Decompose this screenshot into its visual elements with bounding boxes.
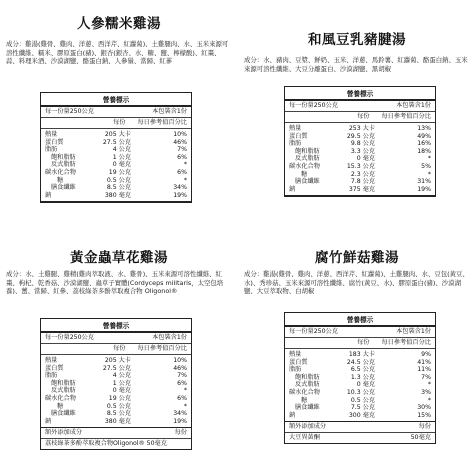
nutrient-daily-percent: 6% bbox=[177, 153, 187, 161]
nutrient-name: 膳食纖維 bbox=[295, 178, 320, 186]
nutrient-amount: 27.5 公克 bbox=[102, 364, 131, 372]
nutrient-name: 反式脂肪 bbox=[295, 381, 320, 389]
nutrient-amount: 7.5 公克 bbox=[350, 404, 375, 412]
product-panel-tofu-skin-mushroom-soup bbox=[244, 246, 470, 296]
product-panel-ginseng-chicken-soup bbox=[6, 6, 232, 66]
nutrient-name: 鈉 bbox=[45, 191, 52, 199]
nutrient-list bbox=[285, 349, 435, 422]
serving-row bbox=[285, 101, 435, 112]
nutrient-daily-percent: 31% bbox=[417, 178, 431, 186]
nutrient-name: 膳食纖維 bbox=[295, 404, 320, 412]
nutrient-list bbox=[285, 123, 435, 196]
extra-ingredient-header bbox=[285, 422, 435, 432]
daily-value-header: 每日參考值百分比 bbox=[381, 113, 431, 120]
nutrient-daily-percent: * bbox=[427, 155, 431, 163]
nutrient-amount: 2.3 公克 bbox=[350, 170, 375, 178]
nutrient-daily-percent: 7% bbox=[177, 372, 187, 380]
nutrient-daily-percent: 6% bbox=[177, 168, 187, 176]
product-title: 腐竹鮮菇雞湯 bbox=[315, 250, 399, 266]
nutrient-name: 飽和脂肪 bbox=[295, 373, 320, 381]
nutrient-name: 飽和脂肪 bbox=[51, 379, 76, 387]
nutrient-name: 碳水化合物 bbox=[45, 394, 76, 402]
extra-ingredient-amount: 50毫克 bbox=[410, 434, 431, 442]
nutrient-row bbox=[285, 186, 435, 194]
nutrient-daily-percent: 10% bbox=[173, 357, 187, 364]
nutrient-name: 脂肪 bbox=[45, 146, 58, 154]
nutrient-amount: 3.3 公克 bbox=[350, 147, 375, 155]
nutrient-name: 鈉 bbox=[289, 185, 296, 193]
nutrient-daily-percent: 6% bbox=[177, 379, 187, 387]
servings-per-package: 本包裝含1份 bbox=[152, 334, 187, 341]
extra-ingredient-header bbox=[41, 428, 191, 438]
nutrient-daily-percent: * bbox=[183, 402, 187, 410]
nutrient-amount: 19 公克 bbox=[108, 394, 131, 402]
serving-size: 每一份量250公克 bbox=[45, 334, 94, 341]
nutrient-name: 熱量 bbox=[289, 125, 302, 132]
nutrient-amount: 7.8 公克 bbox=[350, 178, 375, 186]
nutrient-daily-percent: * bbox=[183, 176, 187, 184]
nutrient-daily-percent: 16% bbox=[417, 140, 431, 148]
nutrient-name: 鈉 bbox=[45, 417, 52, 425]
nutrient-amount: 0 毫克 bbox=[356, 381, 375, 389]
serving-size: 每一份量250公克 bbox=[289, 102, 338, 109]
nutrient-row bbox=[285, 389, 435, 397]
nutrition-heading: 營養標示 bbox=[41, 319, 191, 333]
nutrient-name: 蛋白質 bbox=[289, 358, 308, 366]
serving-row bbox=[41, 107, 191, 118]
nutrient-amount: 205 大卡 bbox=[104, 357, 131, 364]
column-header bbox=[41, 118, 191, 129]
nutrient-amount: 300 毫克 bbox=[348, 411, 375, 419]
nutrient-name: 熱量 bbox=[45, 357, 58, 364]
nutrient-row bbox=[285, 155, 435, 163]
ingredients-text: 成分：水、土雞腿、雞精(雞肉萃取液、水、雞骨)、玉米來源可溶性纖維、紅棗、枸杞、乾香菇、沙漠湖鹽、蟲草子實體(Cordyceps militaris，太空包培養)、薑、當歸、紅參、荔枝綠茶多酚萃取複合物 Oligonol® bbox=[6, 270, 224, 296]
nutrient-amount: 19 公克 bbox=[108, 168, 131, 176]
daily-value-header: 每日參考值百分比 bbox=[137, 119, 187, 126]
ingredients-text: 成分：雞湯(雞骨、雞肉、洋蔥、西洋芹、紅蘿蔔)、土雞腿肉、水、玉米來源可溶性纖維、糯米、膠原蛋白(豬)、銀杏(銀杏、水、糖、鹽、檸檬酸)、紅棗、蒜、料理米酒、沙漠湖鹽、酪蛋白鈉、人參鬚、當歸、紅蔘 bbox=[6, 40, 229, 66]
per-serving-header: 每份 bbox=[357, 339, 370, 346]
nutrient-name: 脂肪 bbox=[289, 366, 302, 374]
servings-per-package: 本包裝含1份 bbox=[396, 102, 431, 109]
column-header bbox=[285, 338, 435, 349]
nutrient-amount: 9.8 公克 bbox=[350, 140, 375, 148]
nutrient-name: 蛋白質 bbox=[45, 364, 64, 372]
nutrient-name: 碳水化合物 bbox=[45, 168, 76, 176]
nutrient-amount: 0 毫克 bbox=[356, 155, 375, 163]
daily-value-header: 每日參考值百分比 bbox=[137, 345, 187, 352]
nutrient-amount: 1 公克 bbox=[112, 153, 131, 161]
nutrient-daily-percent: 34% bbox=[173, 184, 187, 192]
nutrient-amount: 253 大卡 bbox=[348, 125, 375, 132]
nutrient-daily-percent: 9% bbox=[421, 351, 431, 358]
nutrient-daily-percent: * bbox=[427, 170, 431, 178]
nutrient-amount: 380 毫克 bbox=[104, 191, 131, 199]
nutrient-amount: 24.5 公克 bbox=[346, 358, 375, 366]
nutrient-daily-percent: 46% bbox=[173, 364, 187, 372]
nutrient-row bbox=[41, 410, 191, 418]
nutrient-amount: 15.3 公克 bbox=[346, 162, 375, 170]
nutrient-daily-percent: 11% bbox=[417, 366, 431, 374]
nutrient-name: 反式脂肪 bbox=[51, 161, 76, 169]
nutrient-daily-percent: 18% bbox=[417, 147, 431, 155]
nutrient-name: 碳水化合物 bbox=[289, 388, 320, 396]
column-header bbox=[41, 344, 191, 355]
nutrient-name: 碳水化合物 bbox=[289, 162, 320, 170]
nutrient-row bbox=[41, 184, 191, 192]
nutrient-daily-percent: 19% bbox=[173, 417, 187, 425]
nutrient-row bbox=[41, 357, 191, 365]
nutrient-amount: 6.5 公克 bbox=[350, 366, 375, 374]
serving-size: 每一份量250公克 bbox=[289, 328, 338, 335]
nutrient-row bbox=[41, 372, 191, 380]
nutrient-daily-percent: 5% bbox=[421, 162, 431, 170]
nutrient-amount: 0.5 公克 bbox=[106, 402, 131, 410]
nutrient-daily-percent: 49% bbox=[417, 132, 431, 140]
nutrition-facts-table bbox=[40, 318, 192, 450]
product-panel-cordyceps-chicken-soup bbox=[6, 246, 232, 296]
nutrient-daily-percent: 10% bbox=[173, 131, 187, 138]
servings-per-package: 本包裝含1份 bbox=[396, 328, 431, 335]
nutrient-amount: 380 毫克 bbox=[104, 417, 131, 425]
nutrient-row bbox=[285, 163, 435, 171]
nutrient-daily-percent: * bbox=[183, 161, 187, 169]
nutrient-amount: 1.3 公克 bbox=[350, 373, 375, 381]
nutrient-amount: 0 毫克 bbox=[112, 161, 131, 169]
nutrient-name: 糖 bbox=[57, 176, 64, 184]
nutrient-amount: 4 公克 bbox=[112, 372, 131, 380]
nutrition-facts-table bbox=[284, 312, 436, 444]
nutrient-row bbox=[285, 140, 435, 148]
nutrient-daily-percent: 46% bbox=[173, 138, 187, 146]
nutrient-daily-percent: 19% bbox=[417, 185, 431, 193]
nutrient-daily-percent: * bbox=[183, 387, 187, 395]
nutrient-amount: 0.5 公克 bbox=[350, 396, 375, 404]
nutrient-daily-percent: 41% bbox=[417, 358, 431, 366]
nutrient-name: 飽和脂肪 bbox=[295, 147, 320, 155]
nutrient-amount: 205 大卡 bbox=[104, 131, 131, 138]
nutrition-heading: 營養標示 bbox=[285, 87, 435, 101]
nutrient-daily-percent: 15% bbox=[417, 411, 431, 419]
extra-label: 額外添加成分 bbox=[289, 423, 327, 431]
serving-row bbox=[285, 327, 435, 338]
extra-label: 額外添加成分 bbox=[45, 429, 83, 437]
nutrient-list bbox=[41, 355, 191, 428]
nutrient-name: 反式脂肪 bbox=[295, 155, 320, 163]
nutrient-row bbox=[41, 161, 191, 169]
nutrient-amount: 10.3 公克 bbox=[346, 388, 375, 396]
nutrient-list bbox=[41, 129, 191, 202]
nutrient-row bbox=[285, 366, 435, 374]
extra-ingredient-row bbox=[41, 438, 191, 449]
nutrient-row bbox=[41, 169, 191, 177]
nutrient-row bbox=[41, 395, 191, 403]
extra-per-serving: 每份 bbox=[418, 423, 431, 431]
nutrition-facts-table bbox=[40, 92, 192, 203]
nutrient-name: 熱量 bbox=[45, 131, 58, 138]
product-panel-soy-milk-pork-soup bbox=[244, 6, 470, 73]
extra-ingredient-name: 大豆異黃酮 bbox=[289, 434, 320, 442]
nutrient-daily-percent: 30% bbox=[417, 404, 431, 412]
nutrient-amount: 8.5 公克 bbox=[106, 184, 131, 192]
nutrient-daily-percent: 7% bbox=[421, 373, 431, 381]
nutrient-name: 膳食纖維 bbox=[51, 184, 76, 192]
nutrition-heading: 營養標示 bbox=[41, 93, 191, 107]
per-serving-header: 每份 bbox=[113, 119, 126, 126]
nutrient-daily-percent: 3% bbox=[421, 388, 431, 396]
nutrient-amount: 29.5 公克 bbox=[346, 132, 375, 140]
product-title: 黃金蟲草花雞湯 bbox=[70, 250, 168, 266]
nutrient-row bbox=[41, 131, 191, 139]
extra-ingredient-row bbox=[285, 432, 435, 443]
nutrient-daily-percent: 13% bbox=[417, 125, 431, 132]
nutrient-daily-percent: * bbox=[427, 396, 431, 404]
extra-per-serving: 每份 bbox=[174, 429, 187, 437]
per-serving-header: 每份 bbox=[357, 113, 370, 120]
nutrient-row bbox=[285, 381, 435, 389]
nutrient-daily-percent: * bbox=[427, 381, 431, 389]
nutrient-row bbox=[41, 387, 191, 395]
column-header bbox=[285, 112, 435, 123]
ingredients-text: 成分：水、豬肉、豆漿、鮮奶、玉米、洋蔥、馬鈴薯、紅蘿蔔、酪蛋白鈉、玉米來源可溶性纖維、大豆分離蛋白、沙漠湖鹽、黑胡椒 bbox=[244, 56, 468, 73]
nutrient-daily-percent: 34% bbox=[173, 410, 187, 418]
nutrient-amount: 4 公克 bbox=[112, 146, 131, 154]
nutrient-name: 糖 bbox=[301, 396, 308, 404]
nutrition-heading: 營養標示 bbox=[285, 313, 435, 327]
nutrient-name: 反式脂肪 bbox=[51, 387, 76, 395]
nutrient-name: 飽和脂肪 bbox=[51, 153, 76, 161]
nutrient-name: 糖 bbox=[57, 402, 64, 410]
nutrient-amount: 8.5 公克 bbox=[106, 410, 131, 418]
nutrient-amount: 0 毫克 bbox=[112, 387, 131, 395]
nutrient-amount: 27.5 公克 bbox=[102, 138, 131, 146]
nutrient-row bbox=[285, 404, 435, 412]
nutrient-amount: 0.5 公克 bbox=[106, 176, 131, 184]
nutrient-name: 鈉 bbox=[289, 411, 296, 419]
product-title: 和風豆乳豬腱湯 bbox=[308, 32, 406, 48]
nutrient-row bbox=[285, 412, 435, 420]
nutrient-name: 蛋白質 bbox=[45, 138, 64, 146]
serving-size: 每一份量250公克 bbox=[45, 108, 94, 115]
nutrient-name: 糖 bbox=[301, 170, 308, 178]
nutrient-row bbox=[285, 351, 435, 359]
nutrient-name: 熱量 bbox=[289, 351, 302, 358]
nutrient-row bbox=[41, 146, 191, 154]
extra-ingredient-name: 荔枝綠茶多酚萃取複合物Oligonol® 50毫克 bbox=[45, 440, 167, 448]
nutrient-name: 脂肪 bbox=[289, 140, 302, 148]
nutrient-row bbox=[285, 178, 435, 186]
nutrient-row bbox=[285, 125, 435, 133]
per-serving-header: 每份 bbox=[113, 345, 126, 352]
daily-value-header: 每日參考值百分比 bbox=[381, 339, 431, 346]
nutrient-amount: 375 毫克 bbox=[348, 185, 375, 193]
nutrient-row bbox=[41, 192, 191, 200]
nutrient-amount: 1 公克 bbox=[112, 379, 131, 387]
servings-per-package: 本包裝含1份 bbox=[152, 108, 187, 115]
nutrient-name: 蛋白質 bbox=[289, 132, 308, 140]
nutrient-amount: 183 大卡 bbox=[348, 351, 375, 358]
product-title: 人參糯米雞湯 bbox=[77, 16, 161, 32]
ingredients-text: 成分：雞湯(雞骨、雞肉、洋蔥、西洋芹、紅蘿蔔)、土雞腿肉、水、豆包(黃豆、水)、秀珍菇、玉米來源可溶性纖維、腐竹(黃豆、水)、膠原蛋白(豬)、沙漠湖鹽、大豆萃取物、白胡椒 bbox=[244, 270, 469, 296]
nutrient-name: 膳食纖維 bbox=[51, 410, 76, 418]
nutrient-daily-percent: 6% bbox=[177, 394, 187, 402]
nutrient-daily-percent: 19% bbox=[173, 191, 187, 199]
serving-row bbox=[41, 333, 191, 344]
nutrient-name: 脂肪 bbox=[45, 372, 58, 380]
nutrition-facts-table bbox=[284, 86, 436, 197]
nutrient-row bbox=[41, 418, 191, 426]
nutrient-daily-percent: 7% bbox=[177, 146, 187, 154]
